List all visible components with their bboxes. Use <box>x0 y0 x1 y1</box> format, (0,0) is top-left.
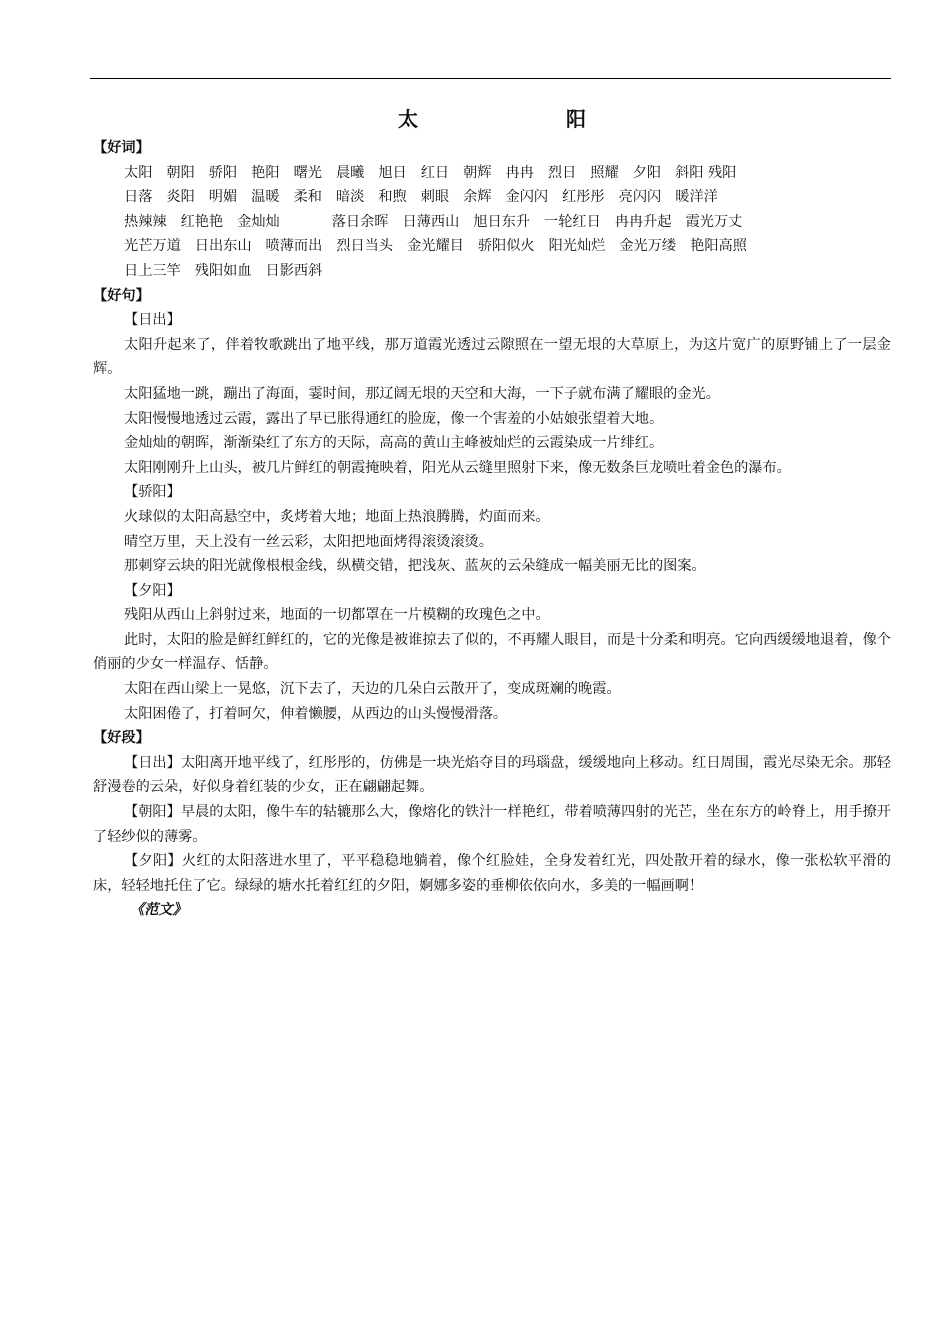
word-item: 骄阳 <box>208 164 238 181</box>
sentence: 那刺穿云块的阳光就像根根金线，纵横交错，把浅灰、蓝灰的云朵缝成一幅美丽无比的图案。 <box>124 558 706 575</box>
paragraph-text: 太阳离开地平线了，红彤彤的，仿佛是一块光焰夺目的玛瑙盘，缓缓地向上移动。红日周围，霞光尽染无余。那轻舒漫卷的云朵，好似身着红装的少女，正在翩翩起舞。 <box>93 754 891 796</box>
word-item: 日上三竿 <box>124 262 181 279</box>
word-item: 热辣辣 <box>124 213 167 230</box>
sentence: 残阳从西山上斜射过来，地面的一切都罩在一片模糊的玫瑰色之中。 <box>124 607 550 624</box>
fanwen-heading: 《范文》 <box>130 902 187 919</box>
word-item: 温暖 <box>251 189 280 206</box>
paragraph <box>93 849 891 898</box>
sentence: 太阳升起来了，伴着牧歌跳出了地平线，那万道霞光透过云隙照在一望无垠的大草原上，为这片宽广的原野铺上了一层金辉。 <box>93 336 891 378</box>
word-item: 照耀 <box>590 164 619 181</box>
word-item: 旭日 <box>378 164 407 181</box>
word-item: 明媚 <box>208 189 238 206</box>
word-item: 红彤彤 <box>562 189 605 206</box>
word-item: 夕阳 <box>632 164 662 181</box>
word-item: 光芒万道 <box>124 238 181 255</box>
word-line <box>124 210 891 235</box>
word-item: 余辉 <box>463 189 492 206</box>
word-item: 红艳艳 <box>180 213 224 230</box>
word-item: 烈日 <box>547 164 577 181</box>
word-item: 残阳如血 <box>194 262 252 279</box>
paragraph-label: 【朝阳】 <box>124 804 181 821</box>
haoci-word-list <box>93 161 891 284</box>
word-item: 暗淡 <box>335 189 365 206</box>
sentence: 太阳在西山梁上一晃悠，沉下去了，天边的几朵白云散开了，变成斑斓的晚霞。 <box>124 681 621 698</box>
haoju-label-scorching: 【骄阳】 <box>124 484 181 501</box>
sentence: 太阳刚刚升上山头，被几片鲜红的朝霞掩映着，阳光从云缝里照射下来，像无数条巨龙喷吐着金色的瀑布。 <box>124 459 791 476</box>
word-item: 金光耀目 <box>407 238 464 255</box>
sentence: 金灿灿的朝晖，渐渐染红了东方的天际，高高的黄山主峰被灿烂的云霞染成一片绯红。 <box>124 435 664 452</box>
haoju-label-sunrise: 【日出】 <box>124 312 181 329</box>
word-item: 烈日当头 <box>336 238 394 255</box>
word-item: 日影西斜 <box>265 262 323 279</box>
word-item: 朝阳 <box>166 164 195 181</box>
sentence: 太阳困倦了，打着呵欠，伸着懒腰，从西边的山头慢慢滑落。 <box>124 705 508 722</box>
word-item: 日落 <box>124 189 153 206</box>
haoduan-heading: 【好段】 <box>93 730 150 747</box>
paragraph-label: 【夕阳】 <box>124 853 182 870</box>
word-item: 艳阳 <box>251 164 280 181</box>
word-item: 柔和 <box>293 189 322 206</box>
haoju-label-sunset: 【夕阳】 <box>124 582 181 599</box>
sentence: 此时，太阳的脸是鲜红鲜红的，它的光像是被谁掠去了似的，不再耀人眼目，而是十分柔和明亮。它向西缓缓地退着，像个俏丽的少女一样温存、恬静。 <box>93 631 891 673</box>
word-item: 阳光灿烂 <box>548 238 606 255</box>
sentence: 晴空万里，天上没有一丝云彩，太阳把地面烤得滚烫滚烫。 <box>124 533 493 550</box>
word-item: 喷薄而出 <box>265 238 323 255</box>
sentence: 太阳猛地一跳，蹦出了海面，霎时间，那辽阔无垠的天空和大海，一下子就布满了耀眼的金光。 <box>124 385 720 402</box>
sentence: 火球似的太阳高悬空中，炙烤着大地；地面上热浪腾腾，灼面而来。 <box>124 508 550 525</box>
word-item: 和煦 <box>378 189 407 206</box>
word-item: 炎阳 <box>166 189 195 206</box>
paragraph <box>93 751 891 800</box>
word-line <box>124 185 891 210</box>
sentence: 太阳慢慢地透过云霞，露出了早已胀得通红的脸庞，像一个害羞的小姑娘张望着大地。 <box>124 410 664 427</box>
word-item: 冉冉升起 <box>614 213 672 230</box>
word-item: 太阳 <box>124 164 153 181</box>
document-page <box>93 104 891 923</box>
word-item: 曙光 <box>293 164 322 181</box>
haoju-heading: 【好句】 <box>93 287 150 304</box>
word-item: 斜阳 残阳 <box>675 164 737 181</box>
word-line <box>124 259 891 284</box>
paragraph <box>93 800 891 849</box>
word-item: 骄阳似火 <box>477 238 535 255</box>
word-line <box>124 161 891 186</box>
word-item: 金光万缕 <box>619 238 677 255</box>
word-item: 霞光万丈 <box>685 213 743 230</box>
haoci-heading: 【好词】 <box>93 140 150 156</box>
word-item: 晨曦 <box>335 164 365 181</box>
paragraph-label: 【日出】 <box>124 754 181 771</box>
word-item: 旭日东升 <box>473 213 531 230</box>
word-item: 一轮红日 <box>544 213 601 230</box>
word-item: 暖洋洋 <box>675 189 718 206</box>
word-item: 刺眼 <box>420 189 450 206</box>
word-item: 艳阳高照 <box>690 238 747 255</box>
word-item: 日出东山 <box>194 238 252 255</box>
paragraph-text: 早晨的太阳，像牛车的轱辘那么大，像熔化的铁汁一样艳红，带着喷薄四射的光芒，坐在东方的岭脊上，用手撩开了轻纱似的薄雾。 <box>93 804 891 845</box>
word-item: 朝辉 <box>463 164 492 181</box>
word-line <box>124 234 891 259</box>
word-item: 金灿灿 <box>237 213 280 230</box>
paragraph-text: 火红的太阳落进水里了，平平稳稳地躺着，像个红脸娃，全身发着红光，四处散开着的绿水，像一张松软平滑的床，轻轻地托住了它。绿绿的塘水托着红红的夕阳，婀娜多姿的垂柳依依向水，多美的一幅画啊！ <box>93 853 891 894</box>
header-rule <box>90 78 891 79</box>
word-item: 亮闪闪 <box>618 189 662 206</box>
word-item: 日薄西山 <box>402 213 460 230</box>
word-item: 冉冉 <box>505 164 534 181</box>
word-item: 金闪闪 <box>505 189 549 206</box>
page-title: 太 阳 <box>398 107 650 131</box>
word-item: 红日 <box>420 164 450 181</box>
word-item: 落日余晖 <box>331 213 389 230</box>
